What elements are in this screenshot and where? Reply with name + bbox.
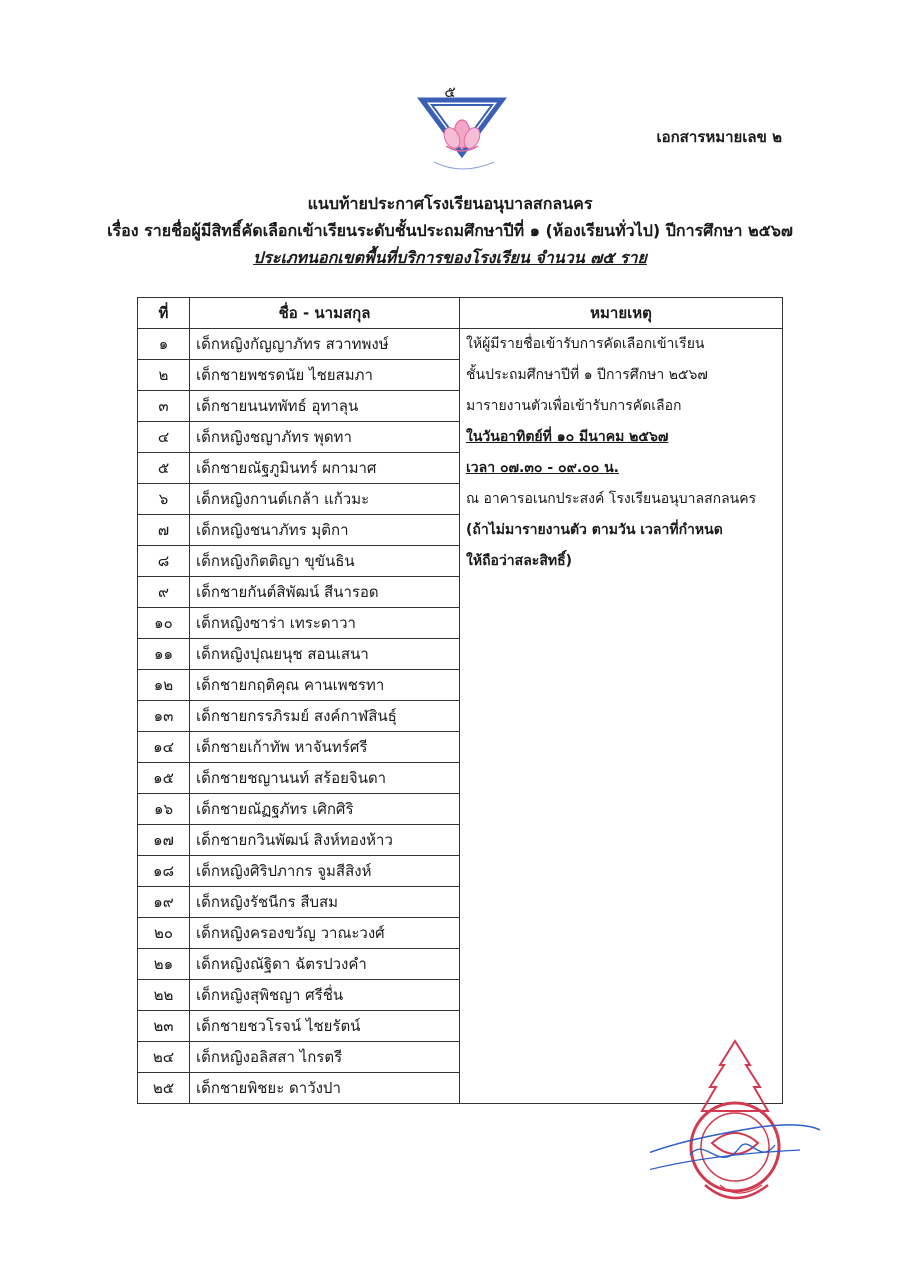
student-name: เด็กหญิงครองขวัญ วาณะวงศ์ xyxy=(190,918,460,949)
student-name: เด็กชายชญานนท์ สร้อยจินดา xyxy=(190,763,460,794)
student-name: เด็กชายเก้าทัพ หาจันทร์ศรี xyxy=(190,732,460,763)
student-name: เด็กชายกฤติคุณ คานเพชรทา xyxy=(190,670,460,701)
student-name: เด็กหญิงกัญญาภัทร สวาทพงษ์ xyxy=(190,329,460,360)
row-number: ๒๒ xyxy=(138,980,190,1011)
table-row xyxy=(138,329,783,360)
row-number: ๑๓ xyxy=(138,701,190,732)
row-number: ๑๙ xyxy=(138,887,190,918)
row-number: ๒๑ xyxy=(138,949,190,980)
row-number: ๑๑ xyxy=(138,639,190,670)
row-number: ๕ xyxy=(138,453,190,484)
document-heading xyxy=(0,190,900,271)
student-name: เด็กชายณัฐภูมินทร์ ผกามาศ xyxy=(190,453,460,484)
student-name: เด็กหญิงอลิสสา ไกรตรี xyxy=(190,1042,460,1073)
row-number: ๓ xyxy=(138,391,190,422)
student-name: เด็กชายณัฏฐภัทร เศิกศิริ xyxy=(190,794,460,825)
row-number: ๑๖ xyxy=(138,794,190,825)
row-number: ๖ xyxy=(138,484,190,515)
remark-time: เวลา ๐๗.๓๐ - ๐๙.๐๐ น. xyxy=(466,460,619,476)
student-name: เด็กชายนนทพัทธ์ อุทาลุน xyxy=(190,391,460,422)
logo-triangle-lotus-icon xyxy=(416,96,508,176)
row-number: ๑๕ xyxy=(138,763,190,794)
document-number: เอกสารหมายเลข ๒ xyxy=(656,128,782,146)
header-remark: หมายเหตุ xyxy=(460,298,783,329)
row-number: ๒ xyxy=(138,360,190,391)
student-roster-table xyxy=(137,297,783,1104)
student-name: เด็กชายพชรดนัย ไชยสมภา xyxy=(190,360,460,391)
heading-line-3: ประเภทนอกเขตพื้นที่บริการของโรงเรียน จำนวน ๗๕ ราย xyxy=(253,248,647,267)
student-name: เด็กหญิงชญาภัทร พุดทา xyxy=(190,422,460,453)
row-number: ๑ xyxy=(138,329,190,360)
row-number: ๙ xyxy=(138,577,190,608)
table-body xyxy=(138,329,783,1104)
remark-venue: ณ อาคารอเนกประสงค์ โรงเรียนอนุบาลสกลนคร xyxy=(466,491,757,507)
row-number: ๑๗ xyxy=(138,825,190,856)
row-number: ๒๔ xyxy=(138,1042,190,1073)
remark-warning: (ถ้าไม่มารายงานตัว ตามวัน เวลาที่กำหนด xyxy=(466,522,723,538)
remark-line: ชั้นประถมศึกษาปีที่ ๑ ปีการศึกษา ๒๕๖๗ xyxy=(466,367,708,383)
row-number: ๒๕ xyxy=(138,1073,190,1104)
row-number: ๒๐ xyxy=(138,918,190,949)
seal-icon xyxy=(650,1035,820,1225)
row-number: ๑๐ xyxy=(138,608,190,639)
student-name: เด็กหญิงปุณยนุช สอนเสนา xyxy=(190,639,460,670)
student-name: เด็กชายกวินพัฒน์ สิงห์ทองห้าว xyxy=(190,825,460,856)
school-seal-stamp xyxy=(650,1035,820,1225)
student-name: เด็กหญิงชนาภัทร มุติกา xyxy=(190,515,460,546)
student-name: เด็กหญิงรัชนีกร สืบสม xyxy=(190,887,460,918)
remark-cell xyxy=(460,329,783,1104)
page-number: ๕ xyxy=(444,83,456,101)
remark-warning: ให้ถือว่าสละสิทธิ์) xyxy=(466,553,573,569)
heading-line-1: แนบท้ายประกาศโรงเรียนอนุบาลสกลนคร xyxy=(307,194,593,213)
student-name: เด็กชายกรรภิรมย์ สงค์กาฬสินธุ์ xyxy=(190,701,460,732)
row-number: ๑๒ xyxy=(138,670,190,701)
student-name: เด็กหญิงณัฐิดา ฉัตรปวงคำ xyxy=(190,949,460,980)
student-name: เด็กชายชวโรจน์ ไชยรัตน์ xyxy=(190,1011,460,1042)
row-number: ๔ xyxy=(138,422,190,453)
student-name: เด็กหญิงกิตติญา ขุขันธิน xyxy=(190,546,460,577)
row-number: ๗ xyxy=(138,515,190,546)
remark-date: ในวันอาทิตย์ที่ ๑๐ มีนาคม ๒๕๖๗ xyxy=(466,429,669,445)
student-name: เด็กหญิงศิริปภากร จูมสีสิงห์ xyxy=(190,856,460,887)
student-name: เด็กหญิงสุพิชญา ศรีชื่น xyxy=(190,980,460,1011)
school-logo xyxy=(416,96,508,176)
header-name: ชื่อ - นามสกุล xyxy=(190,298,460,329)
student-name: เด็กชายพิชยะ ดาวังปา xyxy=(190,1073,460,1104)
heading-line-2: เรื่อง รายชื่อผู้มีสิทธิ์คัดเลือกเข้าเรียนระดับชั้นประถมศึกษาปีที่ ๑ (ห้องเรียนทั่วไป) ปีการศึกษา ๒๕๖๗ xyxy=(107,221,793,240)
row-number: ๒๓ xyxy=(138,1011,190,1042)
remark-line: ให้ผู้มีรายชื่อเข้ารับการคัดเลือกเข้าเรียน xyxy=(466,336,705,352)
row-number: ๑๘ xyxy=(138,856,190,887)
remark-line: มารายงานตัวเพื่อเข้ารับการคัดเลือก xyxy=(466,398,682,414)
table-header-row xyxy=(138,298,783,329)
header-no: ที่ xyxy=(138,298,190,329)
student-name: เด็กหญิงซาร่า เทระดาวา xyxy=(190,608,460,639)
row-number: ๘ xyxy=(138,546,190,577)
row-number: ๑๔ xyxy=(138,732,190,763)
student-name: เด็กชายกันต์สิพัฒน์ สีนารอด xyxy=(190,577,460,608)
student-name: เด็กหญิงกานต์เกล้า แก้วมะ xyxy=(190,484,460,515)
